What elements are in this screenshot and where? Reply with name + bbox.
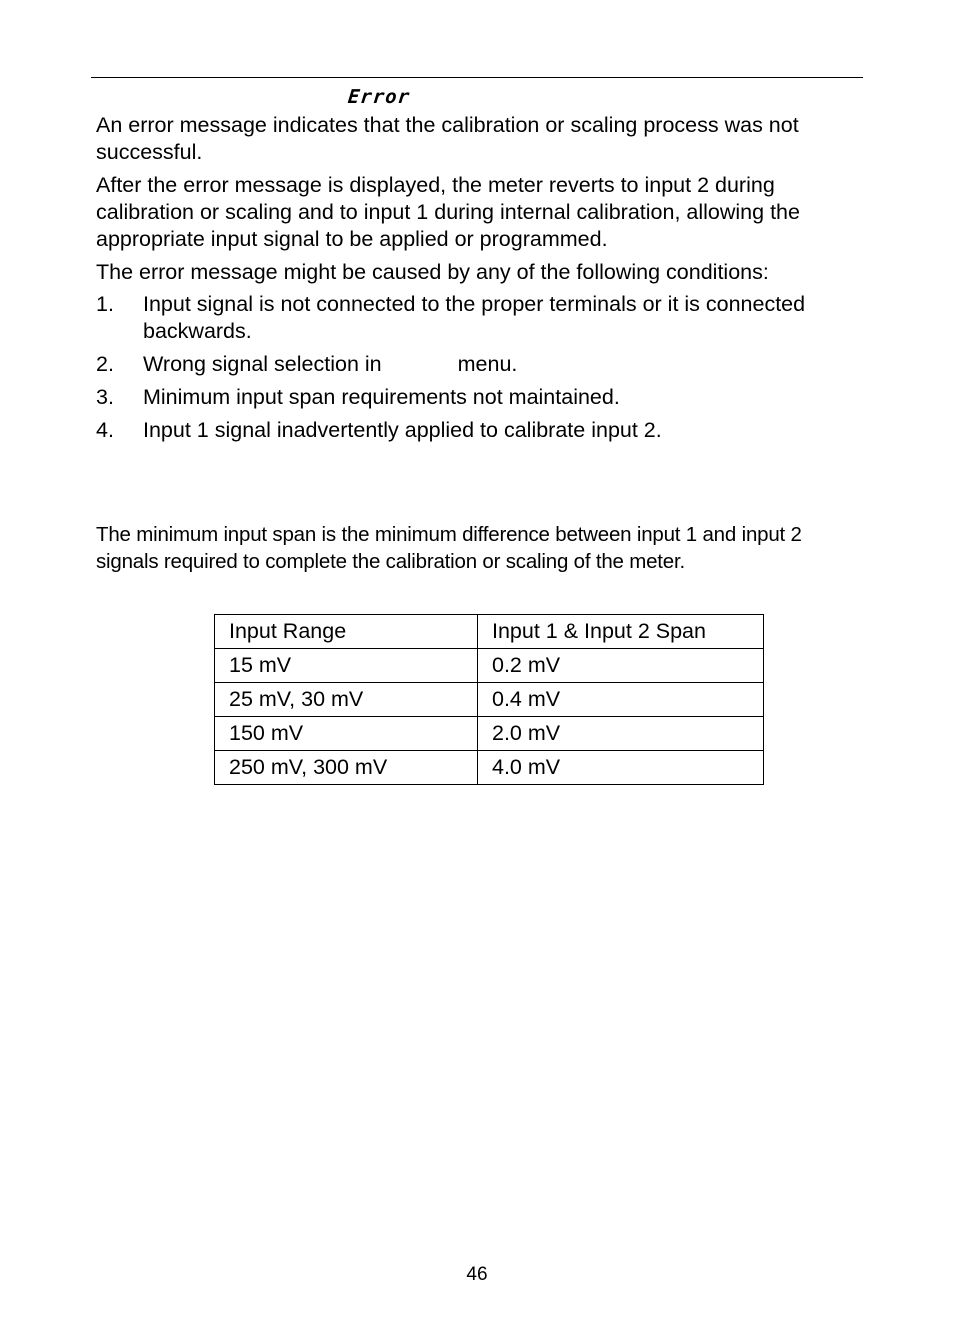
- list-item-text: Input signal is not connected to the proper terminals or it is connected backwards.: [143, 292, 806, 343]
- list-item-text: [143, 351, 866, 378]
- list-item-number: 3.: [96, 385, 114, 409]
- table-row: [215, 683, 764, 717]
- top-rule: [91, 77, 863, 78]
- min-span-table: [214, 614, 764, 785]
- table-cell: 250 mV, 300 mV: [215, 751, 478, 785]
- table-row: [215, 717, 764, 751]
- list-item-number: 1.: [96, 292, 114, 316]
- table-cell: 15 mV: [215, 649, 478, 683]
- table-cell: 150 mV: [215, 717, 478, 751]
- paragraph-min-span: The minimum input span is the minimum difference between input 1 and input 2 signals required to complete the calibration or scaling of the meter.: [96, 523, 802, 573]
- list-item-text-before: Wrong signal selection in: [143, 352, 382, 376]
- list-item: [96, 291, 866, 345]
- page-number: 46: [466, 1264, 488, 1285]
- paragraph-error-revert: After the error message is displayed, the meter reverts to input 2 during calibration or scaling and to input 1 during internal calibration, allowing the appropriate input signal to be applied or programmed.: [96, 173, 800, 251]
- list-item-text: Minimum input span requirements not maintained.: [143, 385, 620, 409]
- table-cell: 0.2 mV: [478, 649, 764, 683]
- list-item-text-after: menu.: [457, 352, 518, 376]
- list-item-text: Input 1 signal inadvertently applied to calibrate input 2.: [143, 418, 662, 442]
- table-header-cell: Input 1 & Input 2 Span: [478, 615, 764, 649]
- list-item-number: 2.: [96, 352, 114, 376]
- list-item-number: 4.: [96, 418, 114, 442]
- table-cell: 25 mV, 30 mV: [215, 683, 478, 717]
- table-header-cell: Input Range: [215, 615, 478, 649]
- list-item: [96, 384, 866, 411]
- table-row: [215, 649, 764, 683]
- paragraph-conditions-intro: The error message might be caused by any of the following conditions:: [96, 260, 769, 284]
- table-row: [215, 751, 764, 785]
- table-header-row: [215, 615, 764, 649]
- table-cell: 4.0 mV: [478, 751, 764, 785]
- list-item: [96, 417, 866, 444]
- error-display-label: Error: [346, 86, 412, 108]
- paragraph-error-intro: An error message indicates that the calibration or scaling process was not successful.: [96, 113, 799, 164]
- table-cell: 2.0 mV: [478, 717, 764, 751]
- conditions-list: [96, 291, 866, 450]
- table-cell: 0.4 mV: [478, 683, 764, 717]
- list-item: [96, 351, 866, 378]
